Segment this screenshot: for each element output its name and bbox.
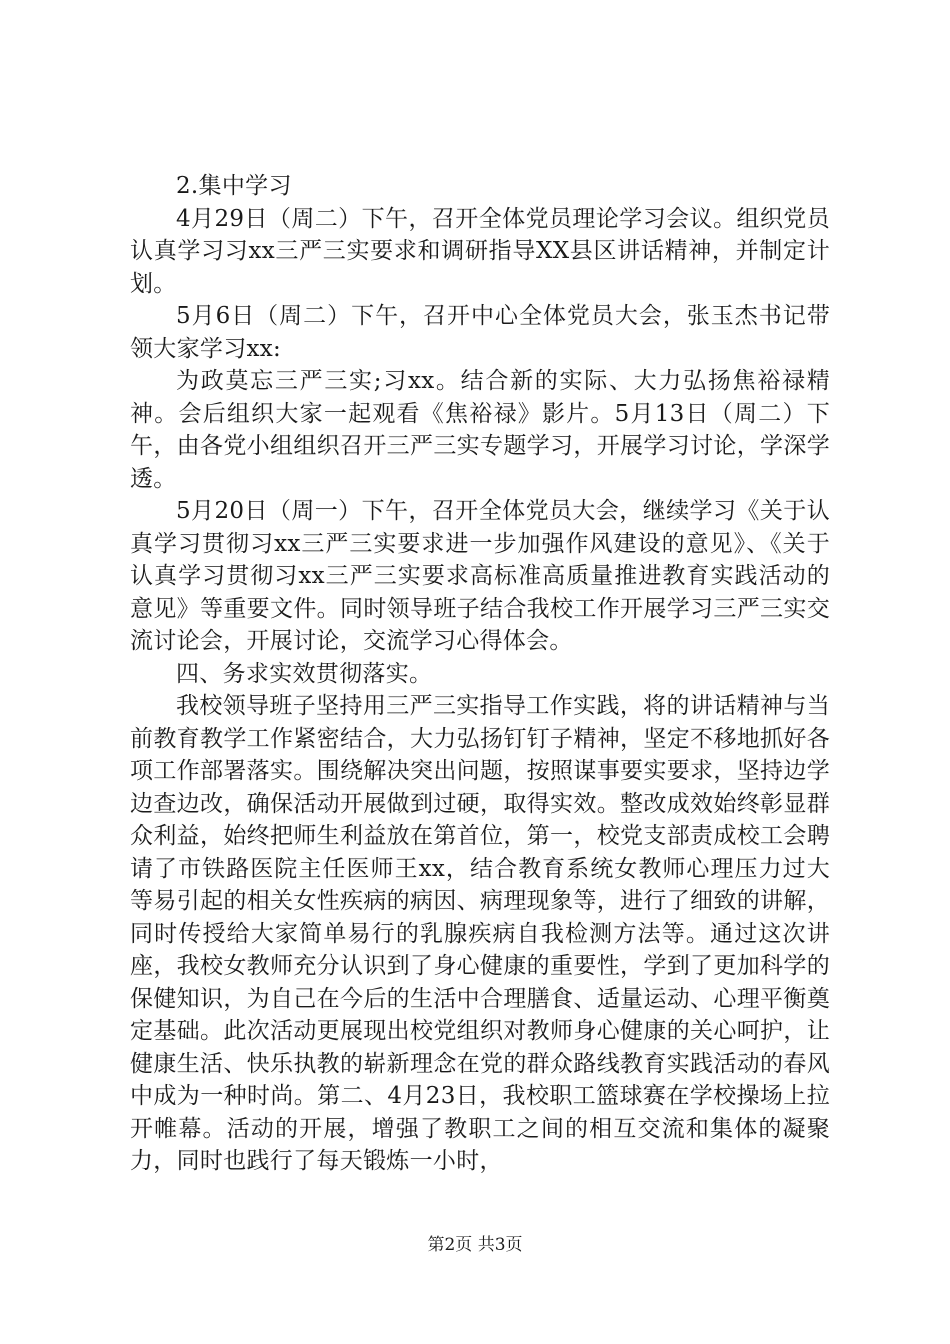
document-body [130,170,830,1178]
section-heading-four: 四、务求实效贯彻落实。 [176,660,433,687]
paragraph-may-20: 5月20日（周一）下午，召开全体党员大会，继续学习《关于认真学习贯彻习xx三严三实要求进一步加强作风建设的意见》、《关于认真学习贯彻习xx三严三实要求高标准高质量推进教育实践活动的意见》等重要文件。同时领导班子结合我校工作开展学习三严三实交流讨论会，开展讨论，交流学习心得体会。 [130,498,830,654]
page-number-footer: 第2页 共3页 [427,1235,523,1255]
paragraph-implementation: 我校领导班子坚持用三严三实指导工作实践，将的讲话精神与当前教育教学工作紧密结合，大力弘扬钉钉子精神，坚定不移地抓好各项工作部署落实。围绕解决突出问题，按照谋事要实要求，坚持边学边查边改，确保活动开展做到过硬，取得实效。整改成效始终彰显群众利益，始终把师生利益放在第首位，第一，校党支部责成校工会聘请了市铁路医院主任医师王xx，结合教育系统女教师心理压力过大等易引起的相关女性疾病的病因、病理现象等，进行了细致的讲解，同时传授给大家简单易行的乳腺疾病自我检测方法等。通过这次讲座，我校女教师充分认识到了身心健康的重要性，学到了更加科学的保健知识，为自己在今后的生活中合理膳食、适量运动、心理平衡奠定基础。此次活动更展现出校党组织对教师身心健康的关心呵护，让健康生活、快乐执教的崭新理念在党的群众路线教育实践活动的春风中成为一种时尚。第二、4月23日，我校职工篮球赛在学校操场上拉开帷幕。活动的开展，增强了教职工之间的相互交流和集体的凝聚力，同时也践行了每天锻炼一小时， [130,693,830,1174]
paragraph-jiao-yulu: 为政莫忘三严三实;习xx。结合新的实际、大力弘扬焦裕禄精神。会后组织大家一起观看《焦裕禄》影片。5月13日（周二）下午，由各党小组组织召开三严三实专题学习，开展学习讨论，学深学透。 [130,368,830,492]
section-heading-study: 2.集中学习 [176,173,292,199]
paragraph-may-6: 5月6日（周二）下午，召开中心全体党员大会，张玉杰书记带领大家学习xx: [130,303,830,362]
paragraph-april-29: 4月29日（周二）下午，召开全体党员理论学习会议。组织党员认真学习习xx三严三实要求和调研指导XX县区讲话精神，并制定计划。 [130,205,830,297]
